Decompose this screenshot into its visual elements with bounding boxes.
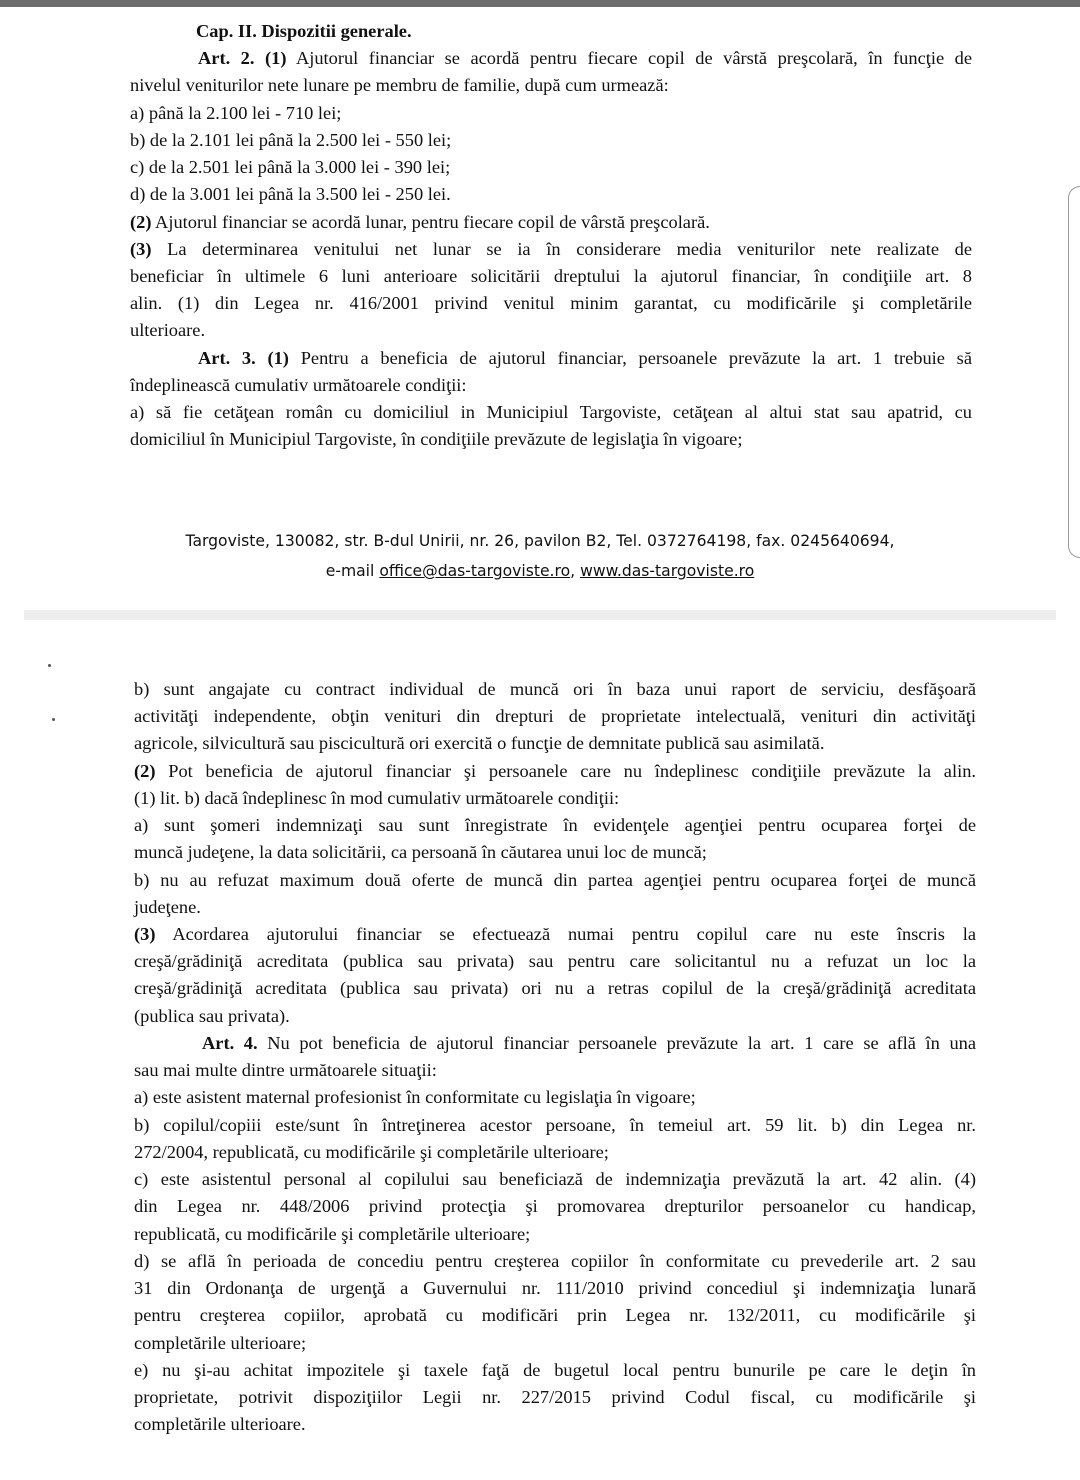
top-bar	[0, 0, 1080, 7]
art3-p2-item-a-line1: a) sunt şomeri indemnizaţi sau sunt înregistrate în evidenţele agenţiei pentru ocuparea forţei de	[134, 815, 976, 835]
art3-p1-num: (1)	[267, 348, 289, 368]
art4-item-b-line2: 272/2004, republicată, cu modificările şi completările ulterioare;	[134, 1142, 609, 1162]
art2-p1-text1: Ajutorul financiar se acordă pentru fiecare copil de vârstă preşcolară, în funcţie de	[295, 48, 972, 68]
art3-p2-item-b-line1: b) nu au refuzat maximum două oferte de muncă din partea agenţiei pentru ocuparea forţei de muncă	[134, 870, 976, 890]
art2-label: Art. 2.	[198, 48, 255, 68]
art4-item-c-line3: republicată, cu modificările şi completările ulterioare;	[134, 1224, 531, 1244]
art4-item-e-line3: completările ulterioare.	[134, 1414, 306, 1434]
art3-para2-line2: (1) lit. b) dacă îndeplinesc în mod cumulativ următoarele condiţii:	[134, 788, 620, 808]
art2-p3-num: (3)	[130, 239, 152, 259]
art4-item-b-line1: b) copilul/copiii este/sunt în întreţinerea acestor persoane, în temeiul art. 59 lit. b) din Legea nr.	[134, 1115, 976, 1135]
art3-p2-num: (2)	[134, 761, 156, 781]
art2-para1-line1	[130, 45, 972, 72]
footer-separator: ,	[570, 562, 576, 580]
footer-email-prefix: e-mail	[325, 562, 375, 580]
art3-p1-text1: Pentru a beneficia de ajutorul financiar, persoanele prevăzute la art. 1 trebuie să	[300, 348, 972, 368]
art3-para2-line1	[134, 758, 976, 785]
footer-contact	[0, 556, 1080, 586]
footer-website-link[interactable]: www.das-targoviste.ro	[580, 562, 755, 580]
art2-item-a: a) până la 2.100 lei - 710 lei;	[130, 103, 342, 123]
footer-address: Targoviste, 130082, str. B-dul Unirii, nr. 26, pavilon B2, Tel. 0372764198, fax. 0245640694,	[185, 532, 895, 550]
art2-item-b: b) de la 2.101 lei până la 2.500 lei - 550 lei;	[130, 130, 452, 150]
scroll-handle[interactable]	[1068, 186, 1080, 558]
art4-item-c-line2: din Legea nr. 448/2006 privind protecţia şi promovarea drepturilor persoanelor cu handicap,	[134, 1196, 976, 1216]
art4-text1: Nu pot beneficia de ajutorul financiar persoanele prevăzute la art. 1 care se află în una	[267, 1033, 976, 1053]
art2-p3-text1: La determinarea venitului net lunar se ia în considerare media veniturilor nete realizate de	[167, 239, 972, 259]
art2-p1-num: (1)	[265, 48, 287, 68]
art4-item-d-line4: completările ulterioare;	[134, 1333, 307, 1353]
art2-para3-line4: ulterioare.	[130, 320, 206, 340]
chapter-heading: Cap. II. Dispozitii generale.	[196, 21, 412, 41]
art3-para3-line4: (publica sau privata).	[134, 1006, 290, 1026]
art3-p3-num: (3)	[134, 924, 156, 944]
art4-item-d-line1: d) se află în perioada de concediu pentru creşterea copiilor în conformitate cu prevederile art. 2 sau	[134, 1251, 976, 1271]
art3-label: Art. 3.	[198, 348, 256, 368]
art3-p2-item-a-line2: muncă judeţene, la data solicitării, ca persoană în căutarea unui loc de muncă;	[134, 842, 707, 862]
art2-para3-line3: alin. (1) din Legea nr. 416/2001 privind venitul minim garantat, cu modificările şi completările	[130, 293, 972, 313]
art2-item-d: d) de la 3.001 lei până la 3.500 lei - 250 lei.	[130, 184, 451, 204]
art3-para1-line1	[130, 345, 972, 372]
art4-item-e-line1: e) nu şi-au achitat impozitele şi taxele faţă de bugetul local pentru bunurile pe care le deţin în	[134, 1360, 976, 1380]
art3-p2-text1: Pot beneficia de ajutorul financiar şi persoanele care nu îndeplinesc condiţiile prevăzute la alin.	[168, 761, 976, 781]
art2-item-c: c) de la 2.501 lei până la 3.000 lei - 390 lei;	[130, 157, 451, 177]
footer-email-link[interactable]: office@das-targoviste.ro	[379, 562, 571, 580]
art4-item-d-line3: pentru creşterea copiilor, aprobată cu modificări prin Legea nr. 132/2011, cu modificările şi	[134, 1305, 976, 1325]
art4-label: Art. 4.	[202, 1033, 258, 1053]
art4-line1	[134, 1030, 976, 1057]
page-divider	[24, 610, 1056, 620]
art3-item-a-line2: domiciliul în Municipiul Targoviste, în condiţiile prevăzute de legislaţia în vigoare;	[130, 429, 743, 449]
scan-speck	[48, 664, 51, 667]
art3-item-a-line1: a) să fie cetăţean român cu domiciliul in Municipiul Targoviste, cetăţean al altui stat sau apatrid, cu	[130, 402, 972, 422]
art2-p2-num: (2)	[130, 212, 152, 232]
art2-para1-line2: nivelul veniturilor nete lunare pe membru de familie, după cum urmează:	[130, 75, 669, 95]
art4-item-a: a) este asistent maternal profesionist în conformitate cu legislaţia în vigoare;	[134, 1087, 696, 1107]
art2-para2	[130, 209, 972, 236]
art2-para3-line1	[130, 236, 972, 263]
art4-item-d-line2: 31 din Ordonanţa de urgenţă a Guvernului nr. 111/2010 privind concediul şi indemnizaţia lunară	[134, 1278, 976, 1298]
scan-speck	[52, 718, 55, 721]
art3-para1-line2: îndeplinească cumulativ următoarele condiţii:	[130, 375, 467, 395]
art3-para3-line3: creşă/grădiniţă acreditata (publica sau privata) ori nu a retras copilul de la creşă/grădiniţă acreditata	[134, 978, 976, 998]
art3-p3-text1: Acordarea ajutorului financiar se efectuează numai pentru copilul care nu este înscris la	[172, 924, 976, 944]
art3-item-b-line1: b) sunt angajate cu contract individual de muncă ori în baza unui raport de serviciu, desfăşoară	[134, 679, 976, 699]
art3-item-b-line2: activităţi independente, obţin venituri din drepturi de proprietate intelectuală, venituri din activităţi	[134, 706, 976, 726]
art2-para3-line2: beneficiar în ultimele 6 luni anterioare solicitării dreptului la ajutorul financiar, în condiţiile art. 8	[130, 266, 972, 286]
art3-para3-line2: creşă/grădiniţă acreditata (publica sau privata) sau pentru care solicitantul nu a refuzat un loc la	[134, 951, 976, 971]
art3-item-b-line3: agricole, silvicultură sau piscicultură ori exercită o funcţie de demnitate publică sau asimilată.	[134, 733, 825, 753]
art3-para3-line1	[134, 921, 976, 948]
art3-p2-item-b-line2: judeţene.	[134, 897, 201, 917]
art2-p2-text: Ajutorul financiar se acordă lunar, pentru fiecare copil de vârstă preşcolară.	[155, 212, 710, 232]
art4-item-c-line1: c) este asistentul personal al copilului sau beneficiază de indemnizaţia prevăzută la art. 42 alin. (4)	[134, 1169, 976, 1189]
art4-line2: sau mai multe dintre următoarele situaţii:	[134, 1060, 437, 1080]
art4-item-e-line2: proprietate, potrivit dispoziţiilor Legii nr. 227/2015 privind Codul fiscal, cu modificările şi	[134, 1387, 976, 1407]
